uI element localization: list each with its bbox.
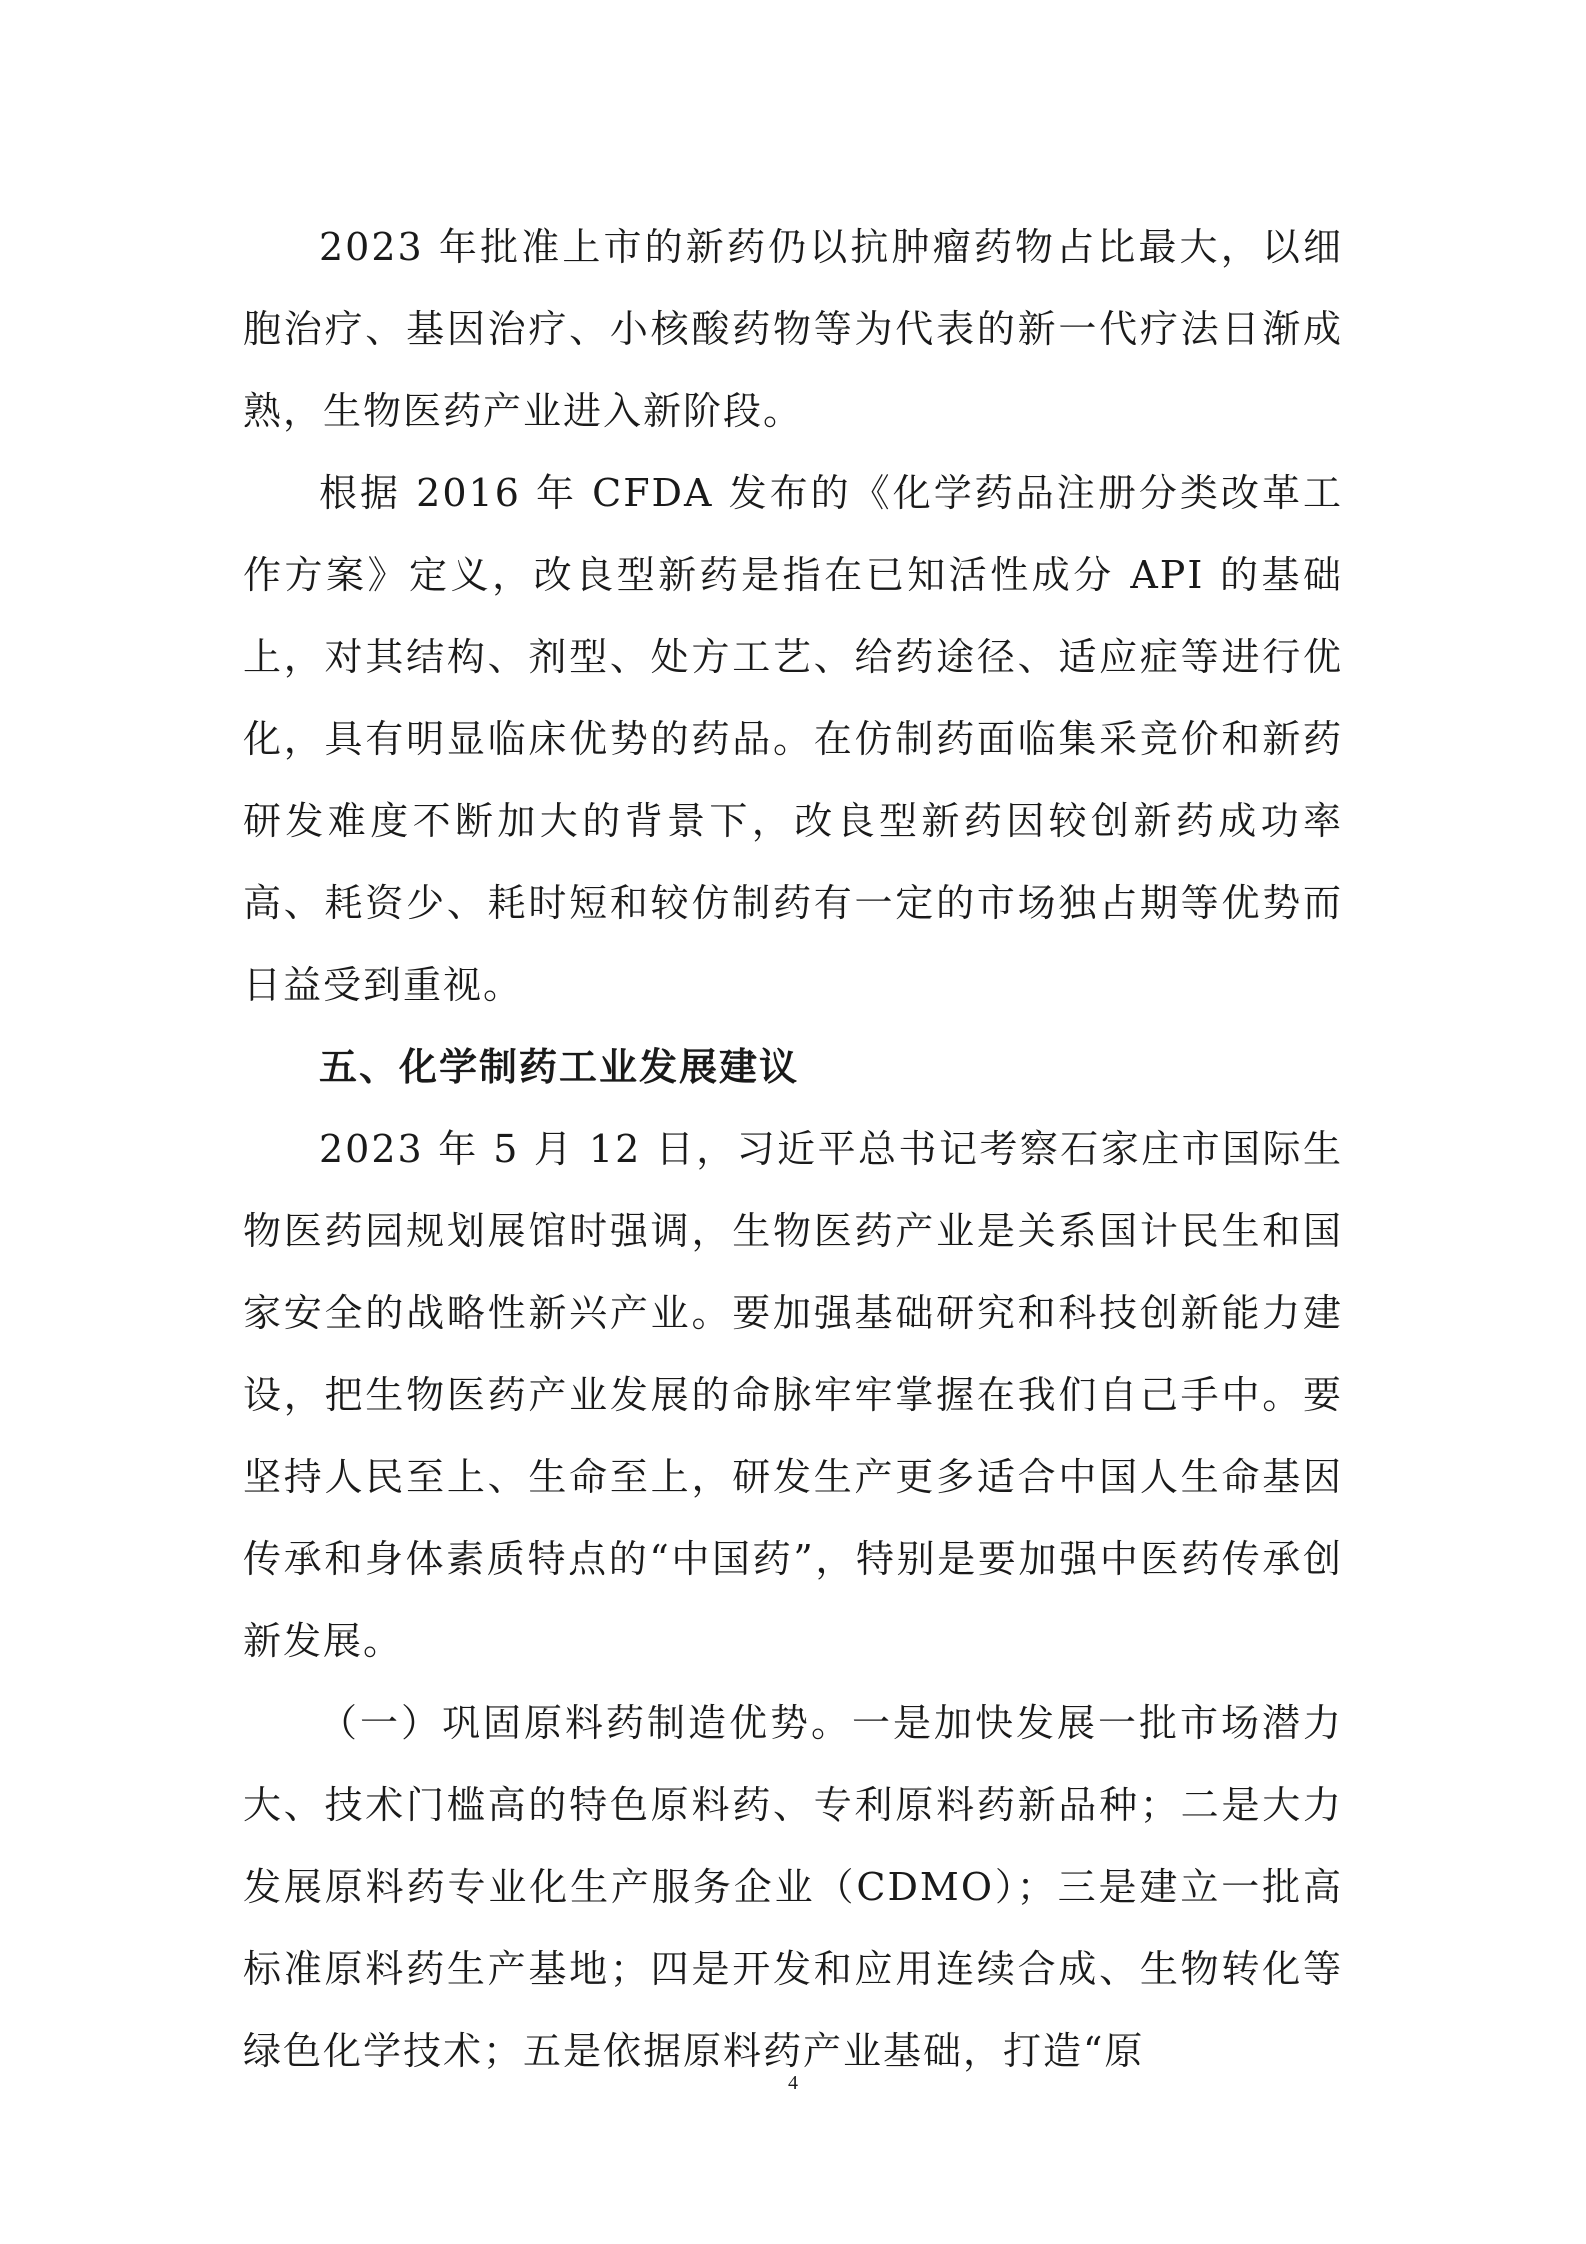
paragraph-api-manufacturing: （一）巩固原料药制造优势。一是加快发展一批市场潜力大、技术门槛高的特色原料药、专利原料药新品种；二是大力发展原料药专业化生产服务企业（CDMO）；三是建立一批高标准原料药生产基地；四是开发和应用连续合成、生物转化等绿色化学技术；五是依据原料药产业基础，打造“原	[243, 1701, 1343, 2073]
section-heading-recommendations: 五、化学制药工业发展建议	[319, 1045, 800, 1089]
paragraph-xi-inspection: 2023 年 5 月 12 日，习近平总书记考察石家庄市国际生物医药园规划展馆时强调，生物医药产业是关系国计民生和国家安全的战略性新兴产业。要加强基础研究和科技创新能力建设，把生物医药产业发展的命脉牢牢掌握在我们自己手中。要坚持人民至上、生命至上，研发生产更多适合中国人生命基因传承和身体素质特点的“中国药”，特别是要加强中医药传承创新发展。	[243, 1127, 1343, 1663]
paragraph-improved-new-drugs: 根据 2016 年 CFDA 发布的《化学药品注册分类改革工作方案》定义，改良型新药是指在已知活性成分 API 的基础上，对其结构、剂型、处方工艺、给药途径、适应症等进行优化，具有明显临床优势的药品。在仿制药面临集采竞价和新药研发难度不断加大的背景下，改良型新药因较创新药成功率高、耗资少、耗时短和较仿制药有一定的市场独占期等优势而日益受到重视。	[243, 471, 1343, 1007]
page-number: 4	[788, 2072, 798, 2094]
document-body	[243, 206, 1343, 2092]
paragraph-new-drugs-2023: 2023 年批准上市的新药仍以抗肿瘤药物占比最大，以细胞治疗、基因治疗、小核酸药物等为代表的新一代疗法日渐成熟，生物医药产业进入新阶段。	[243, 225, 1343, 433]
